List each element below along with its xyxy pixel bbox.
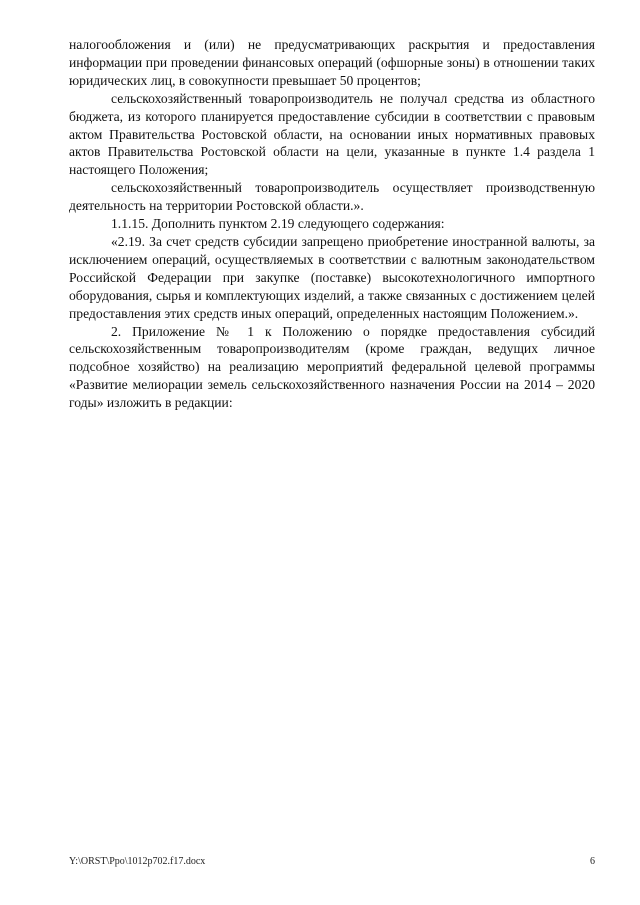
footer-page-number: 6 <box>590 856 595 867</box>
paragraph-offshore-continuation: налогообложения и (или) не предусматривающих раскрытия и предоставления информации при проведении финансовых операций (офшорные зоны) в отношении таких юридических лиц, в совокупности превышает 50 процентов; <box>69 37 595 88</box>
footer-file-path: Y:\ORST\Ppo\1012p702.f17.docx <box>69 856 206 867</box>
paragraph-appendix-1: 2. Приложение № 1 к Положению о порядке предоставления субсидий сельскохозяйственным товаропроизводителям (кроме граждан, ведущих личное подсобное хозяйство) на реализацию мероприятий федеральной целевой программы «Развитие мелиорации земель сельскохозяйственного назначения России на 2014 – 2020 годы» изложить в редакции: <box>69 323 595 411</box>
paragraph-no-regional-funds: сельскохозяйственный товаропроизводитель не получал средства из областного бюджета, из которого планируется предоставление субсидии в соответствии с правовым актом Правительства Ростовской области, на основании иных нормативных правовых актов Правительства Ростовской области на цели, указанные в пункте 1.4 раздела 1 настоящего Положения; <box>69 90 595 178</box>
paragraph-item-1-1-15: 1.1.15. Дополнить пунктом 2.19 следующего содержания: <box>111 216 445 232</box>
document-body <box>69 36 595 412</box>
paragraph-item-2-19: «2.19. За счет средств субсидии запрещено приобретение иностранной валюты, за исключением операций, осуществляемых в соответствии с валютным законодательством Российской Федерации при закупке (поставке) высокотехнологичного импортного оборудования, сырья и комплектующих изделий, а также связанных с достижением целей предоставления этих средств иных операций, определенных настоящим Положением.». <box>69 233 595 321</box>
paragraph-production-activity: сельскохозяйственный товаропроизводитель осуществляет производственную деятельность на территории Ростовской области.». <box>69 180 595 214</box>
